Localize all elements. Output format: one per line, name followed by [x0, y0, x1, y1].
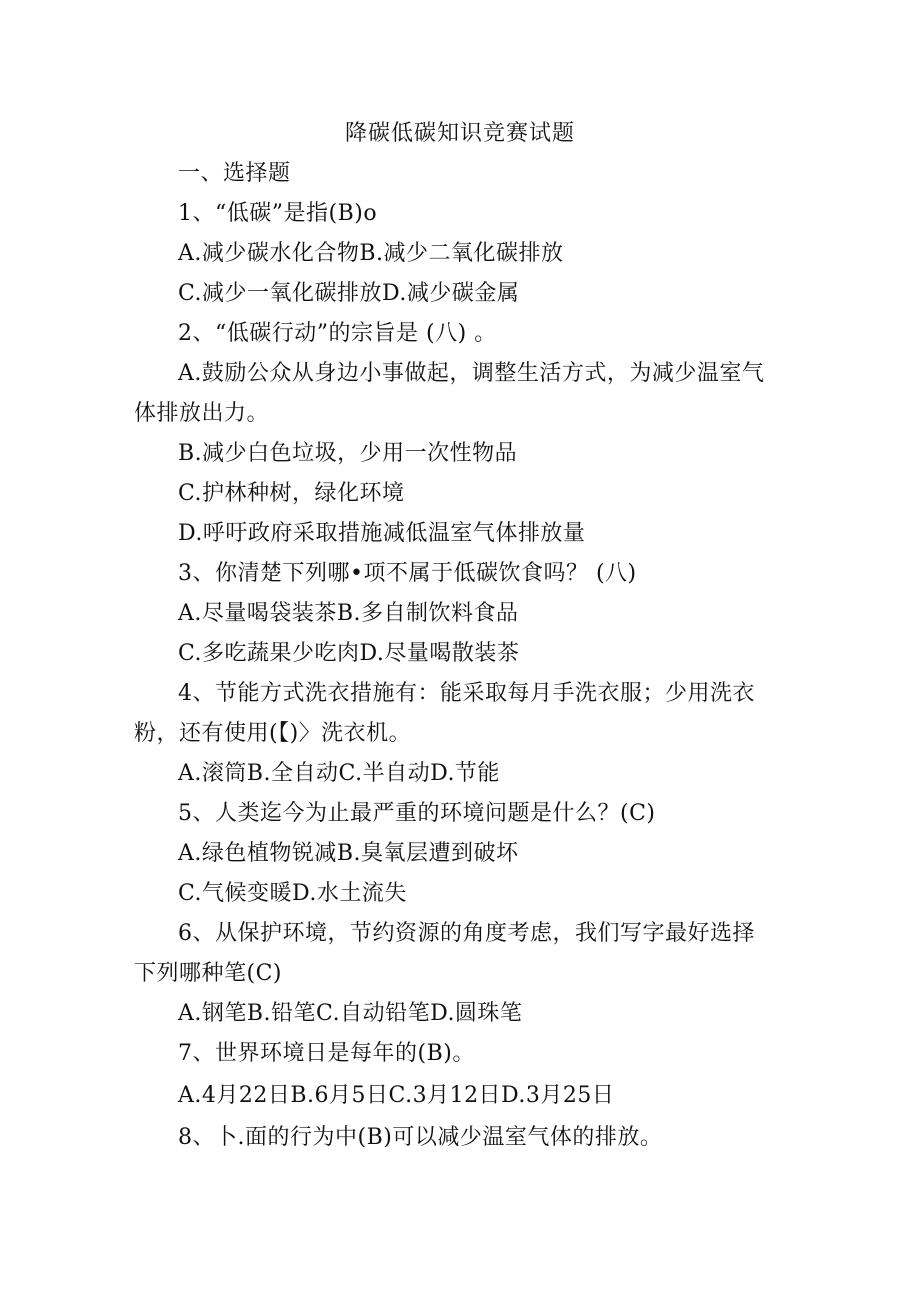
question-3-options-cd: C.多吃蔬果少吃肉D.尽量喝散装茶: [178, 641, 520, 666]
document-title: 降碳低碳知识竞赛试题: [344, 121, 575, 146]
question-3: 3、你清楚下列哪•项不属于低碳饮食吗？ (八): [178, 561, 637, 586]
question-6: 6、从保护环境，节约资源的角度考虑，我们写字最好选择: [178, 921, 755, 946]
question-5-options-ab: A.绿色植物锐减B.臭氧层遭到破坏: [178, 841, 519, 866]
section-heading: 一、选择题: [178, 161, 291, 186]
question-6-options: A.钢笔B.铅笔C.自动铅笔D.圆珠笔: [178, 1001, 523, 1026]
question-2-option-b: B.减少白色垃圾，少用一次性物品: [178, 441, 518, 466]
question-1-options-ab: A.减少碳水化合物B.减少二氧化碳排放: [178, 241, 564, 266]
question-5-options-cd: C.气候变暖D.水土流失: [178, 881, 407, 906]
question-8: 8、卜.面的行为中(B)可以减少温室气体的排放。: [178, 1125, 663, 1150]
question-5: 5、人类迄今为止最严重的环境问题是什么？(C): [178, 801, 656, 826]
question-1: 1、“低碳”是指(B)o: [178, 201, 378, 226]
question-1-options-cd: C.减少一氧化碳排放D.减少碳金属: [178, 281, 520, 306]
question-2-option-c: C.护林种树，绿化环境: [178, 481, 405, 506]
question-6-continued: 下列哪种笔(C): [134, 961, 282, 986]
question-3-options-ab: A.尽量喝袋装茶B.多自制饮料食品: [178, 601, 519, 626]
question-7: 7、世界环境日是每年的(B)。: [178, 1041, 475, 1066]
question-4: 4、节能方式洗衣措施有：能采取每月手洗衣服；少用洗衣: [178, 681, 755, 706]
question-7-options: A.4月22日B.6月5日C.3月12日D.3月25日: [178, 1083, 615, 1108]
question-2-option-a-continued: 体排放出力。: [134, 401, 270, 426]
question-2: 2、“低碳行动”的宗旨是 (八) 。: [178, 321, 497, 346]
question-2-option-a: A.鼓励公众从身边小事做起，调整生活方式，为减少温室气: [178, 361, 765, 386]
question-4-continued: 粉，还有使用(【)〉洗衣机。: [134, 721, 412, 746]
question-2-option-d: D.呼吁政府采取措施减低温室气体排放量: [178, 521, 586, 546]
question-4-options: A.滚筒B.全自动C.半自动D.节能: [178, 761, 500, 786]
